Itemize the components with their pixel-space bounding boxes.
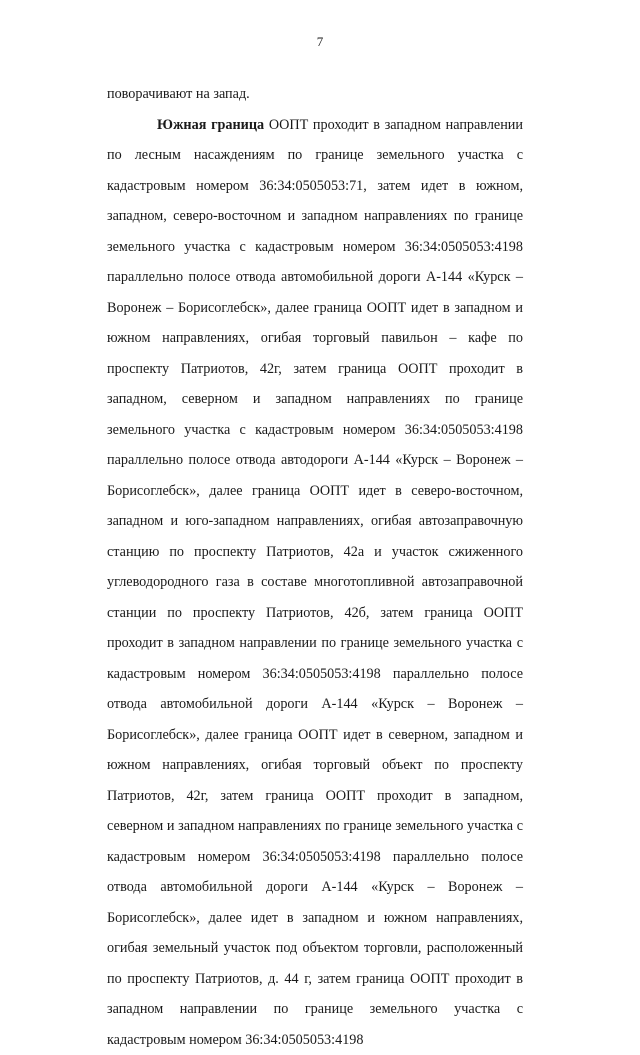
southern-boundary-paragraph [107,110,523,1055]
continuation-line: поворачивают на запад. [107,79,523,110]
page-number: 7 [0,34,640,50]
document-body [107,79,523,1055]
paragraph-lead-heading: Южная граница [157,117,264,133]
paragraph-text: ООПТ проходит в западном направлении по лесным насаждениям по границе земельного участка с кадастровым номером 36:34:0505053:71, затем идет в южном, западном, северо-восточном и западном направлениях по границе земельного участка с кадастровым номером 36:34:0505053:4198 параллельно полосе отвода автомобильной дороги А-144 «Курск – Воронеж – Борисоглебск», далее граница ООПТ идет в западном и южном направлениях, огибая торговый павильон – кафе по проспекту Патриотов, 42г, затем граница ООПТ проходит в западном, северном и западном направлениях по границе земельного участка с кадастровым номером 36:34:0505053:4198 параллельно полосе отвода автодороги А-144 «Курск – Воронеж – Борисоглебск», далее граница ООПТ идет в северо-восточном, западном и юго-западном направлениях, огибая автозаправочную станцию по проспекту Патриотов, 42а и участок сжиженного углеводородного газа в составе многотопливной автозаправочной станции по проспекту Патриотов, 42б, затем граница ООПТ проходит в западном направлении по границе земельного участка с кадастровым номером 36:34:0505053:4198 параллельно полосе отвода автомобильной дороги А-144 «Курск – Воронеж – Борисоглебск», далее граница ООПТ идет в северном, западном и южном направлениях, огибая торговый объект по проспекту Патриотов, 42г, затем граница ООПТ проходит в западном, северном и западном направлениях по границе земельного участка с кадастровым номером 36:34:0505053:4198 параллельно полосе отвода автомобильной дороги А-144 «Курск – Воронеж – Борисоглебск», далее идет в западном и южном направлениях, огибая земельный участок под объектом торговли, расположенный по проспекту Патриотов, д. 44 г, затем граница ООПТ проходит в западном направлении по границе земельного участка с кадастровым номером 36:34:0505053:4198 [107,117,523,1048]
